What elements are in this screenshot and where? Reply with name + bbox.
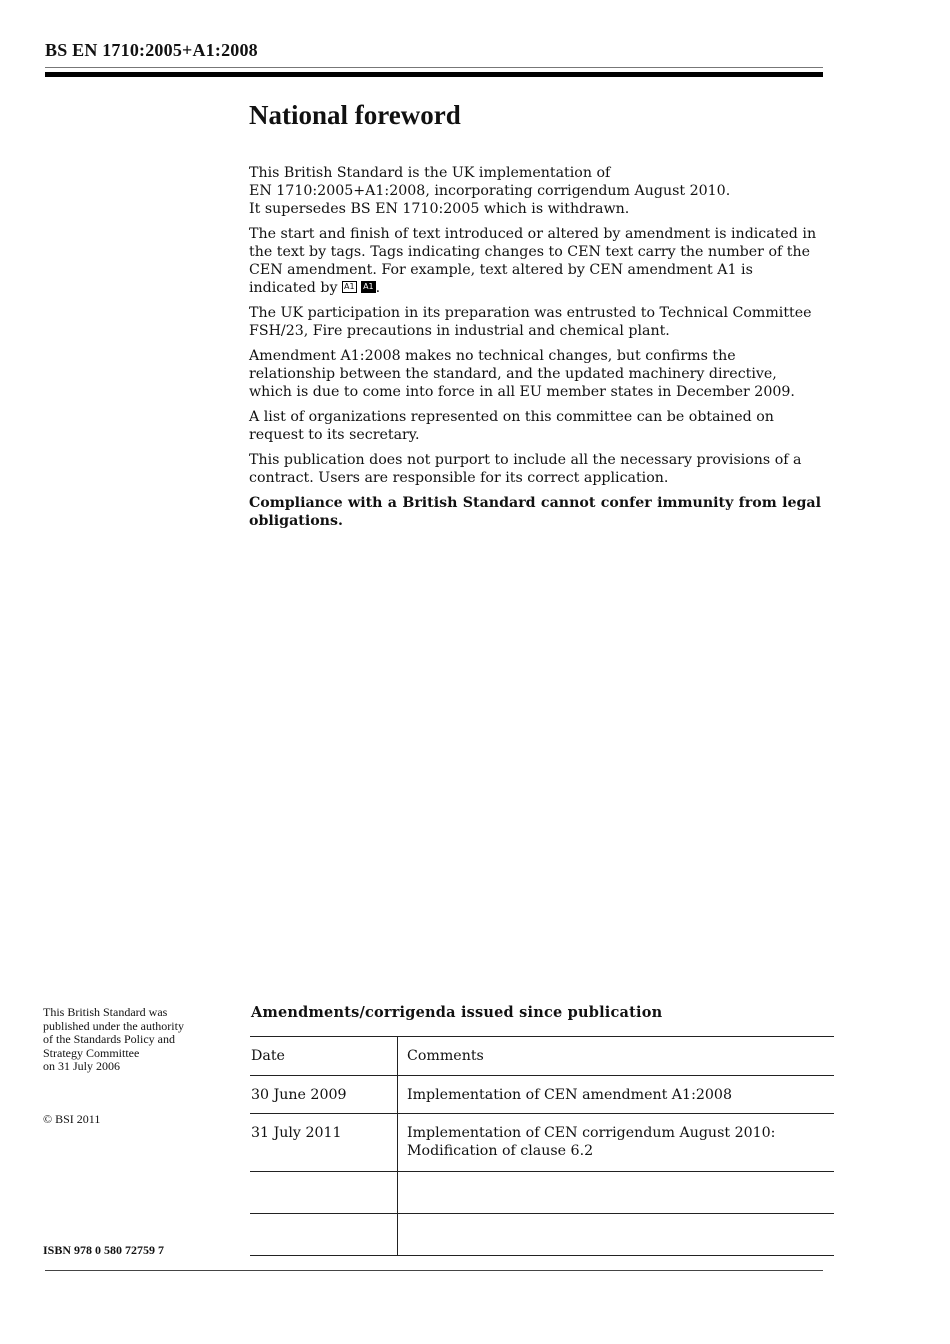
row-date — [250, 1214, 398, 1256]
table-row — [250, 1172, 834, 1214]
table-row — [250, 1114, 834, 1172]
row-comment: Implementation of CEN corrigendum August 2010: Modification of clause 6.2 — [398, 1114, 835, 1172]
foreword-body — [249, 164, 821, 537]
amendments-table — [250, 1036, 834, 1256]
foreword-para-5: A list of organizations represented on this committee can be obtained on request to its secretary. — [249, 409, 774, 443]
publication-note-line: published under the authority — [43, 1018, 184, 1033]
standard-id: BS EN 1710:2005+A1:2008 — [45, 40, 258, 60]
table-row — [250, 1076, 834, 1114]
amendments-title: Amendments/corrigenda issued since publication — [251, 1004, 663, 1021]
row-date: 30 June 2009 — [250, 1076, 398, 1114]
publication-note-line: This British Standard was — [43, 1005, 168, 1019]
isbn: ISBN 978 0 580 72759 7 — [43, 1243, 165, 1257]
foreword-para-4: Amendment A1:2008 makes no technical changes, but confirms the relationship between the standard, and the updated machinery directive, which is due to come into force in all EU member states in December 2009. — [249, 348, 795, 400]
foreword-para-2 — [249, 225, 821, 297]
publication-note-line: on 31 July 2006 — [43, 1059, 121, 1073]
para1-line2: EN 1710:2005+A1:2008, incorporating corrigendum August 2010. — [249, 183, 731, 199]
table-row — [250, 1214, 834, 1256]
publication-note-line: of the Standards Policy and — [43, 1032, 175, 1046]
header-comments: Comments — [398, 1037, 835, 1076]
row-comment: Implementation of CEN amendment A1:2008 — [398, 1076, 835, 1114]
copyright: © BSI 2011 — [43, 1112, 101, 1126]
publication-note — [43, 1006, 233, 1074]
para1-line1: This British Standard is the UK implementation of — [249, 165, 611, 181]
table-header-row — [250, 1037, 834, 1076]
row-date — [250, 1172, 398, 1214]
page-title: National foreword — [249, 100, 461, 130]
publication-note-line: Strategy Committee — [43, 1045, 140, 1060]
amendment-start-tag-icon: A1 — [344, 282, 355, 291]
header-rule-thin — [45, 67, 823, 68]
para2-text: The start and finish of text introduced or altered by amendment is indicated in the text by tags. Tags indicating changes to CEN text carry the number of the CEN amendment. For example, text altered by CEN amendment A1 is indicated by — [249, 226, 817, 296]
row-comment — [398, 1172, 835, 1214]
amendment-end-tag-icon: A1 — [363, 282, 374, 291]
row-comment — [398, 1214, 835, 1256]
para2-end: . — [375, 280, 381, 296]
header-date: Date — [250, 1037, 398, 1076]
row-date: 31 July 2011 — [250, 1114, 398, 1172]
foreword-para-6: This publication does not purport to include all the necessary provisions of a contract. Users are responsible for its correct application. — [249, 452, 802, 486]
para1-line3: It supersedes BS EN 1710:2005 which is withdrawn. — [249, 201, 630, 217]
footer-rule — [45, 1270, 823, 1271]
header-rule-thick — [45, 72, 823, 77]
foreword-para-1 — [249, 164, 821, 218]
compliance-statement: Compliance with a British Standard cannot confer immunity from legal obligations. — [249, 495, 821, 529]
foreword-para-3: The UK participation in its preparation was entrusted to Technical Committee FSH/23, Fire precautions in industrial and chemical plant. — [249, 305, 812, 339]
